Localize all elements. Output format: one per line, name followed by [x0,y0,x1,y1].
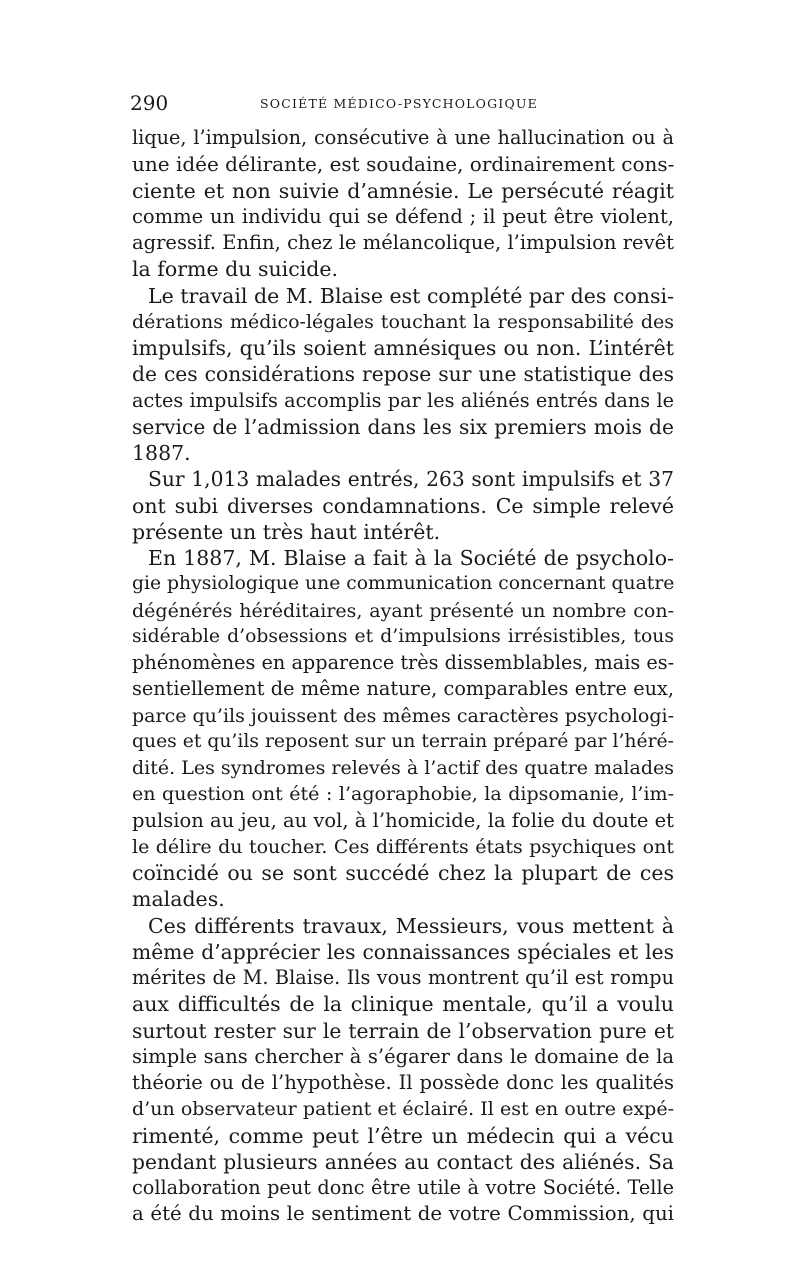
text-line: a été du moins le sentiment de votre Commission, qui [132,1202,674,1226]
text-line: agressif. Enfin, chez le mélancolique, l’impulsion revêt [132,231,674,254]
text-line: dité. Les syndromes relevés à l’actif des quatre malades [132,757,674,779]
text-line: dégénérés héréditaires, ayant présenté un nombre con- [132,599,674,622]
text-line: présente un très haut intérêt. [132,519,441,544]
text-line: ciente et non suivie d’amnésie. Le persécuté réagit [132,178,674,203]
journal-title: SOCIÉTÉ MÉDICO-PSYCHOLOGIQUE [260,96,538,111]
text-line: simple sans chercher à s’égarer dans le domaine de la [132,1044,674,1068]
text-line: impulsifs, qu’ils soient amnésiques ou non. L’intérêt [132,336,674,360]
page-number: 290 [130,91,169,115]
text-line: d’un observateur patient et éclairé. Il est en outre expé- [132,1098,674,1121]
text-line: rimenté, comme peut l’être un médecin qui a vécu [132,1123,674,1148]
text-line: une idée délirante, est soudaine, ordinairement cons- [132,152,675,177]
text-line: surtout rester sur le terrain de l’observation pure et [132,1018,674,1043]
text-line: théorie ou de l’hypothèse. Il possède donc les qualités [132,1071,674,1094]
text-line: actes impulsifs accomplis par les aliénés entrés dans le [132,388,674,412]
text-line: le délire du toucher. Ces différents états psychiques ont [132,835,674,858]
text-line: comme un individu qui se défend ; il peut être violent, [132,204,674,228]
body-text [132,125,674,1228]
text-line: En 1887, M. Blaise a fait à la Société de psycholo- [148,546,674,570]
text-line: en question ont été : l’agoraphobie, la dipsomanie, l’im- [132,783,674,806]
text-line: gie physiologique une communication concernant quatre [132,573,675,595]
text-line: service de l’admission dans les six premiers mois de [132,414,674,439]
text-line: Sur 1,013 malades entrés, 263 sont impulsifs et 37 [148,467,674,492]
text-line: Ces différents travaux, Messieurs, vous mettent à [148,913,674,938]
text-line: mérites de M. Blaise. Ils vous montrent qu’il est rompu [132,966,674,989]
text-line: ont subi diverses condamnations. Ce simple relevé [132,493,674,518]
text-line: phénomènes en apparence très dissemblables, mais es- [132,651,675,674]
text-line: aux difficultés de la clinique mentale, qu’il a voulu [132,992,674,1017]
text-line: dérations médico-légales touchant la responsabilité des [132,310,674,333]
text-line: Le travail de M. Blaise est complété par des consi- [148,283,674,308]
text-line: malades. [132,887,225,912]
text-line: de ces considérations repose sur une statistique des [132,362,674,387]
text-line: sidérable d’obsessions et d’impulsions irrésistibles, tous [132,625,674,647]
text-line: sentiellement de même nature, comparables entre eux, [132,677,674,701]
text-line: collaboration peut donc être utile à votre Société. Telle [132,1176,674,1199]
text-line: même d’apprécier les connaissances spéciales et les [132,939,674,964]
text-line: pendant plusieurs années au contact des aliénés. Sa [132,1149,674,1174]
text-line: lique, l’impulsion, consécutive à une hallucination ou à [132,126,674,149]
running-head [130,90,675,116]
text-line: pulsion au jeu, au vol, à l’homicide, la folie du doute et [132,808,674,832]
text-line: ques et qu’ils reposent sur un terrain préparé par l’héré- [132,730,674,752]
text-line: la forme du suicide. [132,257,339,282]
text-line: parce qu’ils jouissent des mêmes caractères psychologi- [132,704,674,727]
text-line: coïncidé ou se sont succédé chez la plupart de ces [132,861,674,885]
text-line: 1887. [132,441,191,465]
